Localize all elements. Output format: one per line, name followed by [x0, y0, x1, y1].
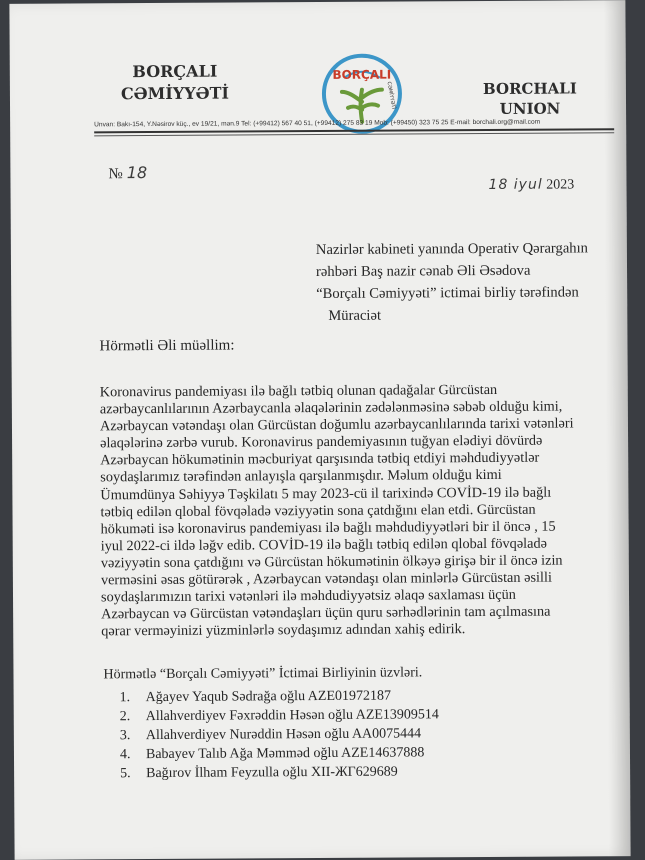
body-line: Ümumdünya Səhiyyə Təşkilatı 5 may 2023-cü il tarixində COVİD-19 ilə bağlı [100, 484, 552, 503]
list-item [106, 686, 439, 707]
body-line: Azərbaycan vətəndaşı olan Gürcüstan doğumlu azərbaycanlılarında tarixi vətənləri [99, 415, 574, 435]
list-number: 1. [119, 690, 131, 706]
date-handwritten: 18 iyul [488, 176, 543, 193]
list-item [106, 705, 439, 726]
addressee-line: “Borçalı Cəmiyyəti” ictimai birliy tərəfindən [316, 284, 579, 303]
list-number: 2. [119, 709, 131, 725]
letter-body [100, 381, 622, 641]
closing-line: Hörmətlə “Borçalı Cəmiyyəti” İctimai Birliyinin üzvləri. [103, 665, 423, 683]
member-name: Babayev Talıb Ağa Məmməd oğlu AZE14637888 [145, 745, 425, 763]
logo-text-top: BORÇALI [332, 67, 392, 82]
list-item [106, 762, 439, 783]
member-name: Ağayev Yaqub Sədrağa oğlu AZE01972187 [145, 688, 392, 706]
member-name: Allahverdiyev Fəxrəddin Həsən oğlu AZE13909514 [145, 707, 439, 725]
body-line: tətbiq edilən qlobal fövqəladə vəziyyətin sona çatdığını elan etdi. Gürcüstan [100, 501, 536, 520]
document-number-value: 18 [126, 163, 148, 183]
body-line: qərar verməyinizi yüzminlərlə soydaşımız adından xahiş edirik. [101, 621, 466, 640]
body-line: Azərbaycan və Gürcüstan vətəndaşları üçün quru sərhədlərinin tam açılmasına [101, 603, 551, 623]
left-name-line2: CƏMİYYƏTİ [120, 83, 230, 104]
contact-line: Ünvan: Bakı-154, Y.Nəsirov küç., ev 19/21, mən.9 Tel: (+99412) 567 40 51, (+99412) 275 83 19 Mob: (+99450) 323 75 25 E-mail: borchali.org@mail.com [94, 118, 541, 129]
document-number-label: № [108, 166, 123, 183]
right-name-line1: BORCHALI [482, 79, 577, 98]
member-name: Allahverdiyev Nurəddin Həsən oğlu AA0075444 [145, 726, 422, 744]
addressee-block [316, 237, 617, 327]
addressee-line: rəhbəri Baş nazir cənab Əli Əsədova [315, 262, 531, 281]
letter-sheet [9, 0, 630, 860]
letterhead-left-name [110, 60, 240, 105]
body-line: iyul 2022-ci ildə ləğv edib. COVİD-19 ilə bağlı tətbiq edilən qlobal fövqəladə [100, 535, 548, 555]
document-date [488, 176, 574, 194]
member-name: Bağırov İlham Feyzulla oğlu XII-ЖГ629689 [146, 764, 398, 782]
list-item [106, 743, 439, 764]
body-line: hökuməti isə koronavirus pandemiyası ilə bağlı məhdudiyyətləri bir il öncə , 15 [100, 518, 556, 538]
left-name-line1: BORÇALI [132, 61, 218, 82]
body-line: Koronavirus pandemiyası ilə bağlı tətbiq olunan qadağalar Gürcüstan [99, 381, 498, 401]
list-number: 4. [119, 747, 131, 763]
date-year: 2023 [546, 177, 575, 193]
logo-text-side: CƏMİYYƏTİ [385, 81, 397, 110]
body-line: soydaşlarımızın tarixi vətənləri ilə məhdudiyyətsiz əlaqə saxlaması üçün [100, 586, 516, 606]
list-number: 3. [119, 728, 131, 744]
body-line: Azərbaycan hökumətinin məcburiyat qarşısında tətbiq etdiyi məhdudiyyətlər [100, 450, 540, 469]
body-line: əlaqələrinə zərbə vurub. Koronavirus pandemiyasının tuğyan elədiyi dövürdə [100, 432, 543, 452]
addressee-line: Nazirlər kabineti yanında Operativ Qərargahın [315, 240, 588, 259]
list-number: 5. [120, 766, 131, 782]
letterhead-right-name [470, 78, 590, 119]
addressee-line: Müraciət [328, 307, 382, 324]
body-line: verməsini əsas götürərək , Azərbaycan vətəndaşı olan minlərlə Gürcüstan əsilli [100, 569, 552, 589]
member-list [106, 686, 440, 783]
body-line: vəziyyətin sona çatdığını və Gürcüstan hökumətinin ölkəyə girişə bir il öncə izin [100, 552, 563, 572]
list-item [106, 724, 439, 745]
document-number [108, 163, 147, 183]
body-line: azərbaycanlılarının Azərbaycanla əlaqələrinin zədələnməsinə səbəb olduğu kimi, [99, 398, 563, 418]
body-line: soydaşlarımız tərəfindən anlayışla qarşılanmışdır. Məlum olduğu kimi [100, 467, 502, 486]
right-name-line2: UNION [499, 99, 561, 118]
greeting: Hörmətli Əli müəllim: [99, 337, 235, 355]
